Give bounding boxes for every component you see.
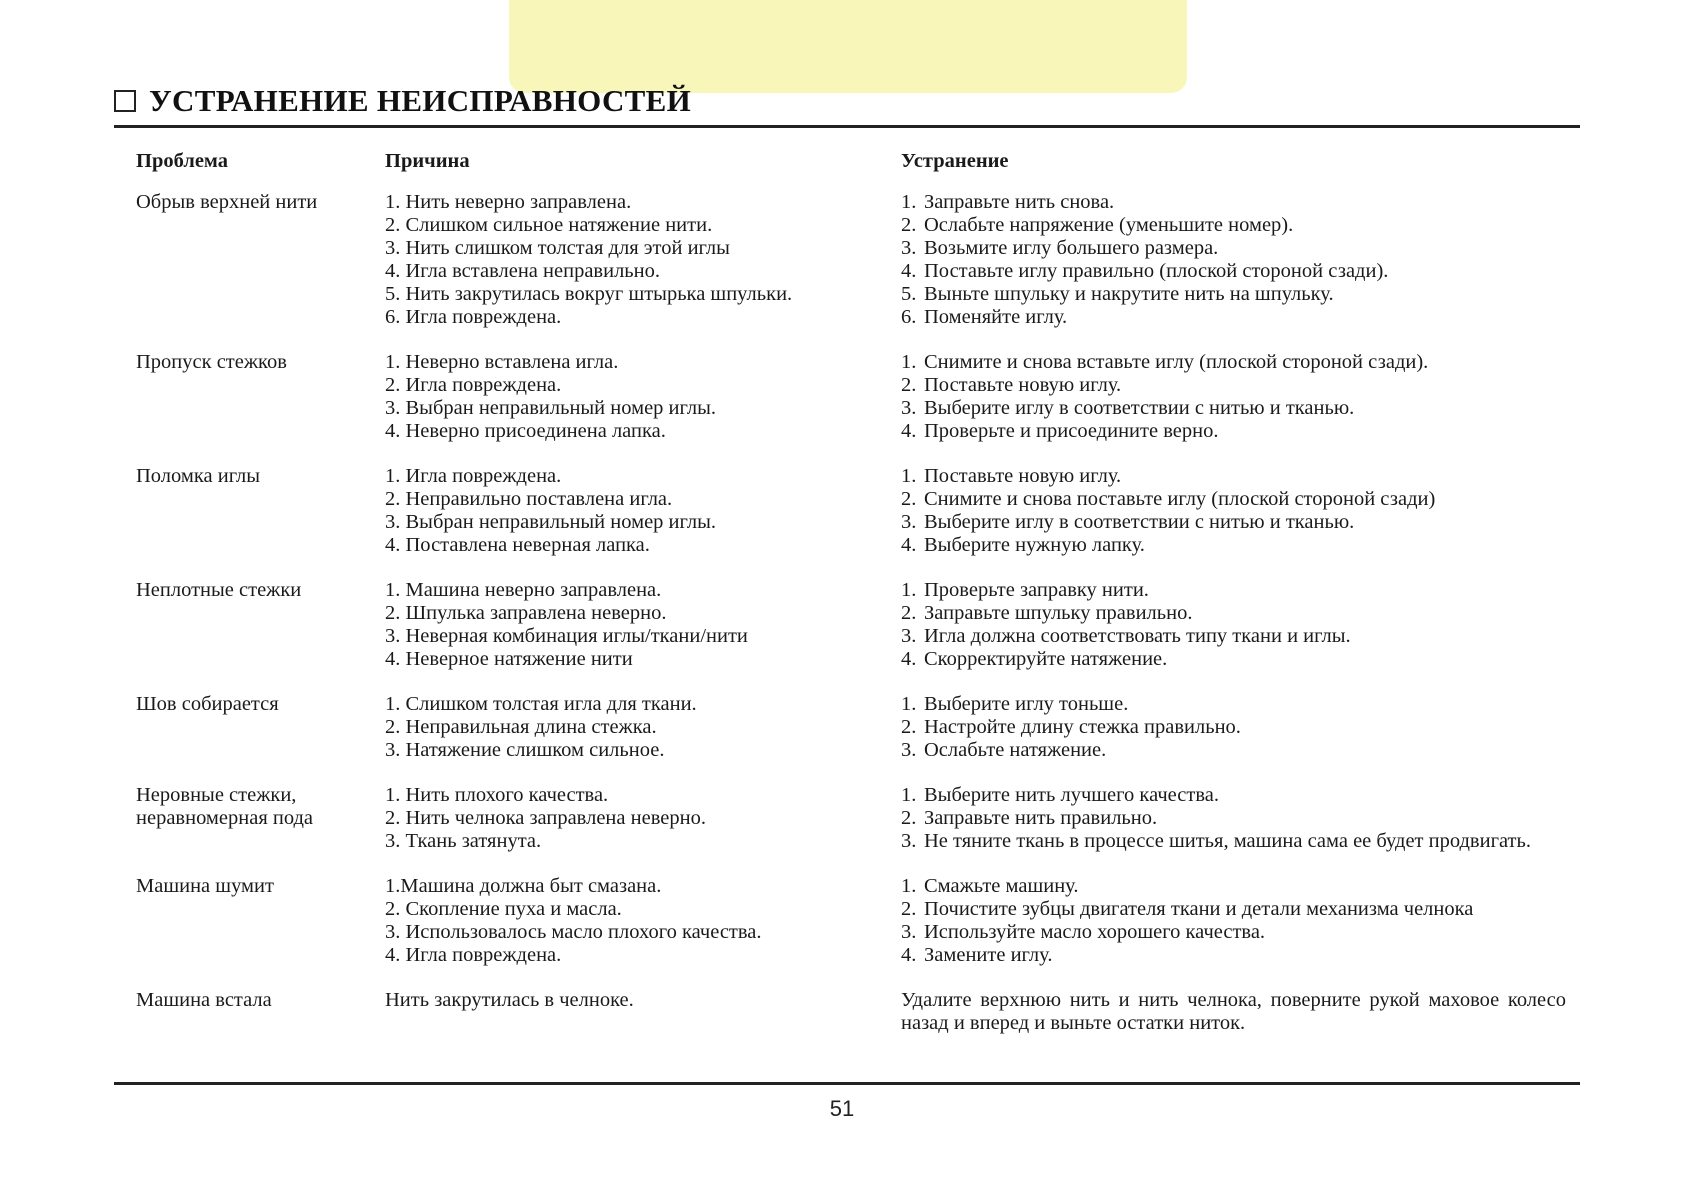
fix-text: Используйте масло хорошего качества. (924, 921, 1266, 943)
cause-line: 5. Нить закрутилась вокруг штырька шпульки. (385, 283, 793, 305)
cause-line: 2. Неправильно поставлена игла. (385, 488, 673, 510)
cause-line: 1. Нить плохого качества. (385, 784, 609, 806)
fix-number: 5. (901, 283, 917, 305)
cause-line: 1.Машина должна быт смазана. (385, 875, 662, 897)
fix-text: Ослабьте напряжение (уменьшите номер). (924, 214, 1294, 236)
cause-line: 1. Неверно вставлена игла. (385, 351, 619, 373)
fix-text: Скорректируйте натяжение. (924, 648, 1168, 670)
fix-number: 2. (901, 807, 917, 829)
fix-number: 1. (901, 351, 917, 373)
fix-number: 2. (901, 214, 917, 236)
fix-text: Поменяйте иглу. (924, 306, 1068, 328)
fix-line (901, 260, 1566, 283)
cause-line: 3. Нить слишком толстая для этой иглы (385, 237, 730, 259)
cause-cell (385, 875, 901, 967)
fix-line (901, 351, 1566, 374)
fix-text: Не тяните ткань в процессе шитья, машина сама ее будет продвигать. (924, 830, 1531, 852)
fix-number: 3. (901, 397, 917, 419)
fix-line (901, 488, 1566, 511)
fix-number: 6. (901, 306, 917, 328)
cause-line: 2. Игла повреждена. (385, 374, 562, 396)
table-row (136, 579, 1566, 671)
table-row (136, 989, 1566, 1035)
title-checkbox-icon (114, 90, 136, 112)
fix-line (901, 602, 1566, 625)
table-row (136, 465, 1566, 557)
problem-cell (136, 693, 385, 762)
cause-line: 4. Игла вставлена неправильно. (385, 260, 660, 282)
fix-line (901, 579, 1566, 602)
problem-cell (136, 784, 385, 853)
cause-line: 3. Использовалось масло плохого качества. (385, 921, 762, 943)
fix-cell (901, 191, 1566, 329)
header-cause: Причина (385, 150, 470, 172)
cause-line: 4. Игла повреждена. (385, 944, 562, 966)
fix-number: 4. (901, 260, 917, 282)
fix-cell (901, 989, 1566, 1035)
problem-cell (136, 579, 385, 671)
fix-text: Выньте шпульку и накрутите нить на шпульку. (924, 283, 1334, 305)
problem-line: Машина встала (136, 989, 272, 1011)
fix-cell (901, 693, 1566, 762)
page-number: 51 (829, 1096, 855, 1121)
problem-cell (136, 465, 385, 557)
header-problem: Проблема (136, 150, 229, 172)
cause-line: 6. Игла повреждена. (385, 306, 562, 328)
fix-text: Выберите иглу в соответствии с нитью и тканью. (924, 397, 1355, 419)
cause-line: 2. Слишком сильное натяжение нити. (385, 214, 713, 236)
problem-line: Машина шумит (136, 875, 274, 897)
troubleshooting-table (136, 150, 1566, 1057)
fix-number: 2. (901, 602, 917, 624)
problem-cell (136, 875, 385, 967)
table-row (136, 191, 1566, 329)
fix-cell (901, 784, 1566, 853)
fix-text: Настройте длину стежка правильно. (924, 716, 1241, 738)
fix-line (901, 830, 1566, 853)
fix-text: Выберите иглу тоньше. (924, 693, 1129, 715)
fix-line (901, 374, 1566, 397)
header-fix: Устранение (901, 150, 1009, 172)
fix-cell (901, 875, 1566, 967)
fix-text: Выберите нужную лапку. (924, 534, 1145, 556)
fix-text: Поставьте иглу правильно (плоской стороной сзади). (924, 260, 1389, 282)
fix-number: 2. (901, 374, 917, 396)
cause-cell (385, 579, 901, 671)
fix-number: 2. (901, 716, 917, 738)
fix-text: Заправьте нить снова. (924, 191, 1115, 213)
table-row (136, 693, 1566, 762)
problem-line: Обрыв верхней нити (136, 191, 318, 213)
problem-cell (136, 989, 385, 1035)
table-row (136, 351, 1566, 443)
table-row (136, 875, 1566, 967)
fix-number: 1. (901, 875, 917, 897)
cause-line: 3. Ткань затянута. (385, 830, 542, 852)
fix-line (901, 214, 1566, 237)
cause-line: 1. Слишком толстая игла для ткани. (385, 693, 697, 715)
fix-line (901, 784, 1566, 807)
fix-line (901, 465, 1566, 488)
cause-line: 2. Скопление пуха и масла. (385, 898, 622, 920)
fix-cell (901, 579, 1566, 671)
problem-line: неравномерная пода (136, 807, 314, 829)
cause-line: 4. Поставлена неверная лапка. (385, 534, 650, 556)
cause-line: 2. Шпулька заправлена неверно. (385, 602, 667, 624)
fix-text: Замените иглу. (924, 944, 1053, 966)
fix-number: 4. (901, 944, 917, 966)
fix-text: Смажьте машину. (924, 875, 1079, 897)
fix-line (901, 875, 1566, 898)
fix-number: 3. (901, 739, 917, 761)
cause-cell (385, 191, 901, 329)
fix-number: 1. (901, 784, 917, 806)
problem-line: Неплотные стежки (136, 579, 302, 601)
problem-line: Шов собирается (136, 693, 279, 715)
cause-line: 3. Натяжение слишком сильное. (385, 739, 665, 761)
problem-line: Поломка иглы (136, 465, 261, 487)
fix-line (901, 625, 1566, 648)
fix-text: Поставьте новую иглу. (924, 374, 1122, 396)
fix-number: 3. (901, 921, 917, 943)
problem-cell (136, 351, 385, 443)
fix-line (901, 693, 1566, 716)
fix-number: 2. (901, 898, 917, 920)
fix-number: 4. (901, 534, 917, 556)
fix-text: Поставьте новую иглу. (924, 465, 1122, 487)
fix-text: Заправьте нить правильно. (924, 807, 1158, 829)
fix-line (901, 283, 1566, 306)
fix-number: 1. (901, 191, 917, 213)
fix-line (901, 807, 1566, 830)
fix-text: Проверьте заправку нити. (924, 579, 1149, 601)
cause-line: 3. Неверная комбинация иглы/ткани/нити (385, 625, 748, 647)
problem-cell (136, 191, 385, 329)
cause-line: 3. Выбран неправильный номер иглы. (385, 397, 717, 419)
section-header (114, 78, 691, 124)
fix-text: Ослабьте натяжение. (924, 739, 1107, 761)
cause-cell (385, 465, 901, 557)
fix-number: 1. (901, 579, 917, 601)
fix-number: 1. (901, 693, 917, 715)
cause-line: 1. Нить неверно заправлена. (385, 191, 632, 213)
fix-text: Возьмите иглу большего размера. (924, 237, 1219, 259)
fix-line (901, 191, 1566, 214)
fix-line (901, 511, 1566, 534)
cause-line: 4. Неверно присоединена лапка. (385, 420, 666, 442)
cause-line: 3. Выбран неправильный номер иглы. (385, 511, 717, 533)
fix-number: 4. (901, 648, 917, 670)
fix-text: Снимите и снова вставьте иглу (плоской стороной сзади). (924, 351, 1429, 373)
top-divider (114, 125, 1580, 128)
fix-line (901, 306, 1566, 329)
cause-line: 4. Неверное натяжение нити (385, 648, 633, 670)
fix-line (901, 898, 1566, 921)
fix-line (901, 989, 1566, 1035)
bottom-divider (114, 1082, 1580, 1085)
cause-cell (385, 784, 901, 853)
cause-cell (385, 351, 901, 443)
fix-text: Удалите верхнюю нить и нить челнока, поверните рукой маховое колесо назад и вперед и выньте остатки ниток. (901, 989, 1566, 1034)
fix-number: 2. (901, 488, 917, 510)
cause-line: Нить закрутилась в челноке. (385, 989, 634, 1011)
fix-text: Выберите нить лучшего качества. (924, 784, 1219, 806)
fix-text: Выберите иглу в соответствии с нитью и тканью. (924, 511, 1355, 533)
fix-line (901, 237, 1566, 260)
fix-line (901, 534, 1566, 557)
fix-cell (901, 351, 1566, 443)
fix-text: Почистите зубцы двигателя ткани и детали механизма челнока (924, 898, 1474, 920)
table-header-row (136, 150, 1566, 173)
cause-line: 1. Игла повреждена. (385, 465, 562, 487)
cause-line: 2. Неправильная длина стежка. (385, 716, 657, 738)
fix-line (901, 921, 1566, 944)
cause-line: 2. Нить челнока заправлена неверно. (385, 807, 706, 829)
fix-number: 1. (901, 465, 917, 487)
fix-line (901, 739, 1566, 762)
fix-text: Игла должна соответствовать типу ткани и иглы. (924, 625, 1351, 647)
page-title: УСТРАНЕНИЕ НЕИСПРАВНОСТЕЙ (149, 83, 692, 118)
fix-line (901, 420, 1566, 443)
fix-number: 3. (901, 511, 917, 533)
problem-line: Пропуск стежков (136, 351, 287, 373)
fix-line (901, 648, 1566, 671)
fix-text: Снимите и снова поставьте иглу (плоской стороной сзади) (924, 488, 1436, 510)
fix-text: Проверьте и присоедините верно. (924, 420, 1219, 442)
fix-number: 3. (901, 625, 917, 647)
table-body (136, 191, 1566, 1035)
cause-cell (385, 693, 901, 762)
fix-number: 4. (901, 420, 917, 442)
fix-line (901, 944, 1566, 967)
problem-line: Неровные стежки, (136, 784, 297, 806)
fix-text: Заправьте шпульку правильно. (924, 602, 1193, 624)
fix-line (901, 716, 1566, 739)
cause-cell (385, 989, 901, 1035)
fix-number: 3. (901, 830, 917, 852)
cause-line: 1. Машина неверно заправлена. (385, 579, 662, 601)
fix-number: 3. (901, 237, 917, 259)
table-row (136, 784, 1566, 853)
fix-line (901, 397, 1566, 420)
fix-cell (901, 465, 1566, 557)
